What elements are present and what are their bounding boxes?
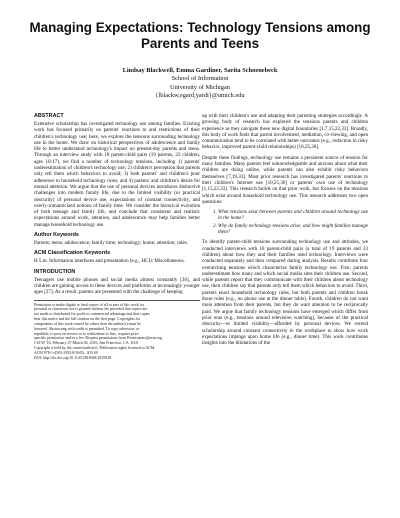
footnote-line: components of this work owned by others than the author(s) must be	[34, 321, 141, 326]
footnote-line: personal or classroom use is granted without fee provided that copies are	[34, 307, 148, 312]
body-paragraph: To identify parent-child tensions surrounding technology use and attitudes, we conducted interviews with 18 parent-child pairs (a total of 19 parents and 23 children) about how they and their families used technology. Interviews were conducted separately and then compared during analysis. Results contribute four overarching tensions which characterize family technology use. First, parents underestimate how many and which social media sites their children use. Second, while parents report that they communicate with their children about technology use, their children say that parents only tell them which behaviors to avoid. Third, parents enact household technology rules, but both parents and children break those rules (e.g., no phone use at the dinner table). Fourth, children do not want more attention from their parents, but they do want attention to be reciprocally paid. We argue that family technology tensions have emerged which differ from prior eras (e.g., tensions around television watching), because of the practical obscurity—or limited visibility—afforded by personal devices. We extend scholarship around constant connectivity in the workplace to show how work expectations impinge upon home life (e.g., dinner time). This work contributes insights into the limitations of the	[202, 239, 368, 347]
paper-title: Managing Expectations: Technology Tensions among Parents and Teens	[29, 20, 371, 51]
footnote-line: CSCW '16, February 27-March 02, 2016, San Francisco, CA, USA	[34, 341, 139, 346]
acm-text: H.5.m. Information interfaces and presentation (e.g., HCI): Miscellaneous.	[34, 258, 185, 265]
footnote-line: Permission to make digital or hard copies of all or part of this work for	[34, 302, 145, 307]
footnote-line: ACM 978-1-4503-3592-8/16/02...$15.00	[34, 350, 98, 355]
author-university: University of Michigan	[170, 83, 230, 91]
copyright-footnote	[34, 300, 200, 361]
keywords-heading: Author Keywords	[34, 232, 79, 239]
abstract-text: Extensive scholarship has investigated technology use among families. Existing work has focused primarily on parents' reactions to and restrictions of their children's technology use; here, we explore the tensions surrounding technology use in the home. We draw on historical perspectives of adolescence and family life to better understand technology's impact on present-day parents and teens. Through an interview study with 18 parent-child pairs (19 parents, 23 children, ages 10-17), we find a number of technology tensions, including 1) parents' underestimation of children's technology use; 2) children's perception that parents only tell them which behaviors to avoid; 3) both parents' and children's poor adherence to household technology rules; and 4) parents' and children's desire for mutual attention. We argue that the use of personal devices introduces distinctive challenges into modern family life, due to the limited visibility (or practical obscurity) of personal device use, expectations of constant connectivity, and overly-romanticized notions of family time. We consider the historical evolution of both teenage and family life, and conclude that consistent and realistic expectations around work, attention, and adolescence may help families better manage household technology use.	[34, 121, 200, 228]
footnote-line: not made or distributed for profit or commercial advantage and that copies	[34, 312, 150, 317]
abstract-heading: ABSTRACT	[34, 113, 64, 119]
footnote-line: republish, to post on servers or to redistribute to lists, requires prior	[34, 331, 139, 336]
footnote-line: honored. Abstracting with credit is permitted. To copy otherwise, or	[34, 326, 140, 331]
footnote-line: specific permission and/or a fee. Request permissions from Permissions@acm.org.	[34, 336, 163, 341]
right-column	[202, 113, 368, 350]
left-column	[34, 113, 200, 361]
body-paragraph: Despite these findings, technology use remains a persistent source of tension for many families. Many parents feel unknowledgeable and anxious about what their children are doing online, while parents can also exhibit risky behaviors themselves [7,19,33]. Most prior research has investigated parents' reactions to their children's Internet use [10,25,30] or parents' own use of technology [1,15,22,33]. This research builds on that prior work, but focuses on the tensions which exist around household technology use. This research addresses two open questions:	[202, 154, 368, 205]
research-question: 1. What tensions exist between parents and children around technology use in the home?	[218, 209, 368, 222]
author-department: School of Information	[171, 75, 229, 83]
keywords-text: Parents; teens; adolescence; family time; technology; home; attention; rules.	[34, 240, 189, 247]
footnote-line: Copyright is held by the owner/author(s). Publication rights licensed to ACM.	[34, 346, 156, 351]
footnote-line: bear this notice and the full citation on the first page. Copyrights for	[34, 317, 140, 322]
author-names: Lindsay Blackwell, Emma Gardiner, Sarita Schoenebeck	[122, 67, 278, 74]
research-questions	[202, 209, 368, 235]
author-email: {lblackw,egard,yardi}@umich.edu	[155, 92, 245, 100]
author-block	[40, 67, 360, 101]
footnote-line: DOI: http://dx.doi.org/10.1145/2818048.2819928	[34, 355, 112, 360]
acm-heading: ACM Classification Keywords	[34, 250, 111, 257]
introduction-text: Teenagers use mobile phones and social media almost constantly [36], and children are gaining access to these devices and platforms at increasingly younger ages [27]. As a result, parents are presented with the challenge of keeping	[34, 276, 200, 296]
research-question: 2. Why do family technology tensions arise, and how might families manage them?	[218, 223, 368, 236]
introduction-heading: INTRODUCTION	[34, 268, 76, 275]
body-paragraph: up with their children's use and adapting their parenting strategies accordingly. A growing body of research has explored the tensions parents and children experience as they navigate these new digital boundaries [1,7,15,22,33]. Broadly, this body of work finds that parent involvement, mediation, co-viewing, and open communication tend to be correlated with better outcomes (e.g., reduction in risky behavior, improved parent-child relationships) [10,25,30].	[202, 113, 368, 151]
